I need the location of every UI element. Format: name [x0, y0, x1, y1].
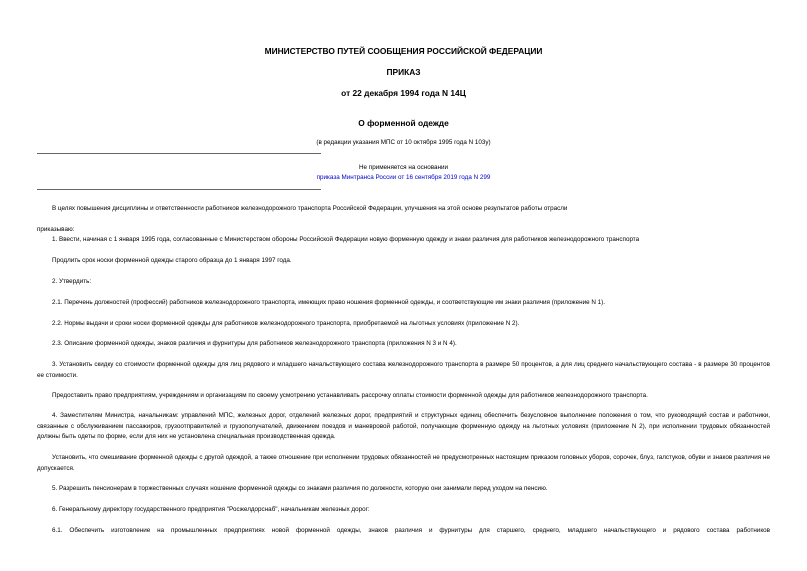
paragraph-2: 2. Утвердить:	[52, 278, 92, 285]
paragraph-2-1: 2.1. Перечень должностей (профессий) работников железнодорожного транспорта, имеющих право ношения форменной одежды, и соответствующие им знаки различия (приложение N 1).	[52, 299, 606, 306]
notice-link[interactable]: приказа Минтранса России от 16 сентября 2019 года N 299	[316, 174, 491, 181]
paragraph-6: 6. Генеральному директору государственного предприятия "Росжелдорснаб", начальникам железных дорог:	[52, 506, 370, 513]
paragraph-1b: Продлить срок носки форменной одежды старого образца до 1 января 1997 года.	[52, 257, 292, 264]
bottom-divider	[37, 189, 321, 190]
document-date-number: от 22 декабря 1994 года N 14Ц	[341, 88, 466, 98]
paragraph-4b: Установить, что смешивание форменной одежды с другой одеждой, а также отношение при исполнении трудовых обязанностей не предусмотренных настоящим приказом головных уборов, сорочек, блуз, галстуков, обуви и знаков различия не допускается.	[37, 454, 770, 472]
paragraph-2-2: 2.2. Нормы выдачи и сроки носки форменной одежды для работников железнодорожного транспорта, приобретаемой на льготных условиях (приложение N 2).	[52, 320, 520, 327]
status-notice	[0, 163, 807, 183]
paragraph-order: приказываю:	[37, 226, 75, 233]
paragraph-4: 4. Заместителям Министра, начальникам: управлений МПС, железных дорог, отделений железных дорог, предприятий и структурных единиц обеспечить безусловное выполнение положения о том, что руководящий состав и работники, связанные с обслуживанием пассажиров, грузоотправителей и грузополучателей, движением поездов и маневровой работой, получающие форменную одежду на льготных условиях (приложение N 2), при исполнении трудовых обязанностей должны быть одеты по форме, если для них не установлена специальная производственная одежда.	[37, 412, 770, 440]
paragraph-intro: В целях повышения дисциплины и ответственности работников железнодорожного транспорта Российской Федерации, улучшения на этой основе результатов работы отрасли	[52, 205, 568, 212]
notice-text: Не применяется на основании	[358, 164, 448, 171]
paragraph-1: 1. Ввести, начиная с 1 января 1995 года, согласованные с Министерством обороны Российской Федерации новую форменную одежду и знаки различия для работников железнодорожного транспорта	[52, 236, 640, 243]
document-title: О форменной одежде	[358, 118, 449, 128]
paragraph-2-3: 2.3. Описание форменной одежды, знаков различия и фурнитуры для работников железнодорожного транспорта (приложения N 3 и N 4).	[52, 340, 457, 347]
document-type: ПРИКАЗ	[386, 67, 421, 77]
paragraph-3: 3. Установить скидку со стоимости форменной одежды для лиц рядового и младшего начальствующего состава железнодорожного транспорта в размере 50 процентов, а для лиц среднего начальствующего состава - в размере 30 процентов ее стоимости.	[37, 361, 770, 379]
top-divider	[37, 153, 321, 154]
paragraph-5: 5. Разрешить пенсионерам в торжественных случаях ношение форменной одежды со знаками различия по должности, которую они занимали перед уходом на пенсию.	[52, 485, 548, 492]
edition-note: (в редакции указания МПС от 10 октября 1995 года N 103у)	[316, 139, 491, 146]
ministry-heading: МИНИСТЕРСТВО ПУТЕЙ СООБЩЕНИЯ РОССИЙСКОЙ ФЕДЕРАЦИИ	[264, 46, 543, 56]
paragraph-3b: Предоставить право предприятиям, учреждениям и организациям по своему усмотрению устанавливать рассрочку оплаты стоимости форменной одежды для работников железнодорожного транспорта.	[52, 392, 648, 399]
paragraph-6-1: 6.1. Обеспечить изготовление на промышленных предприятиях новой форменной одежды, знаков различия и фурнитуры для старшего, среднего, младшего начальствующего и рядового состава работников	[52, 527, 770, 534]
